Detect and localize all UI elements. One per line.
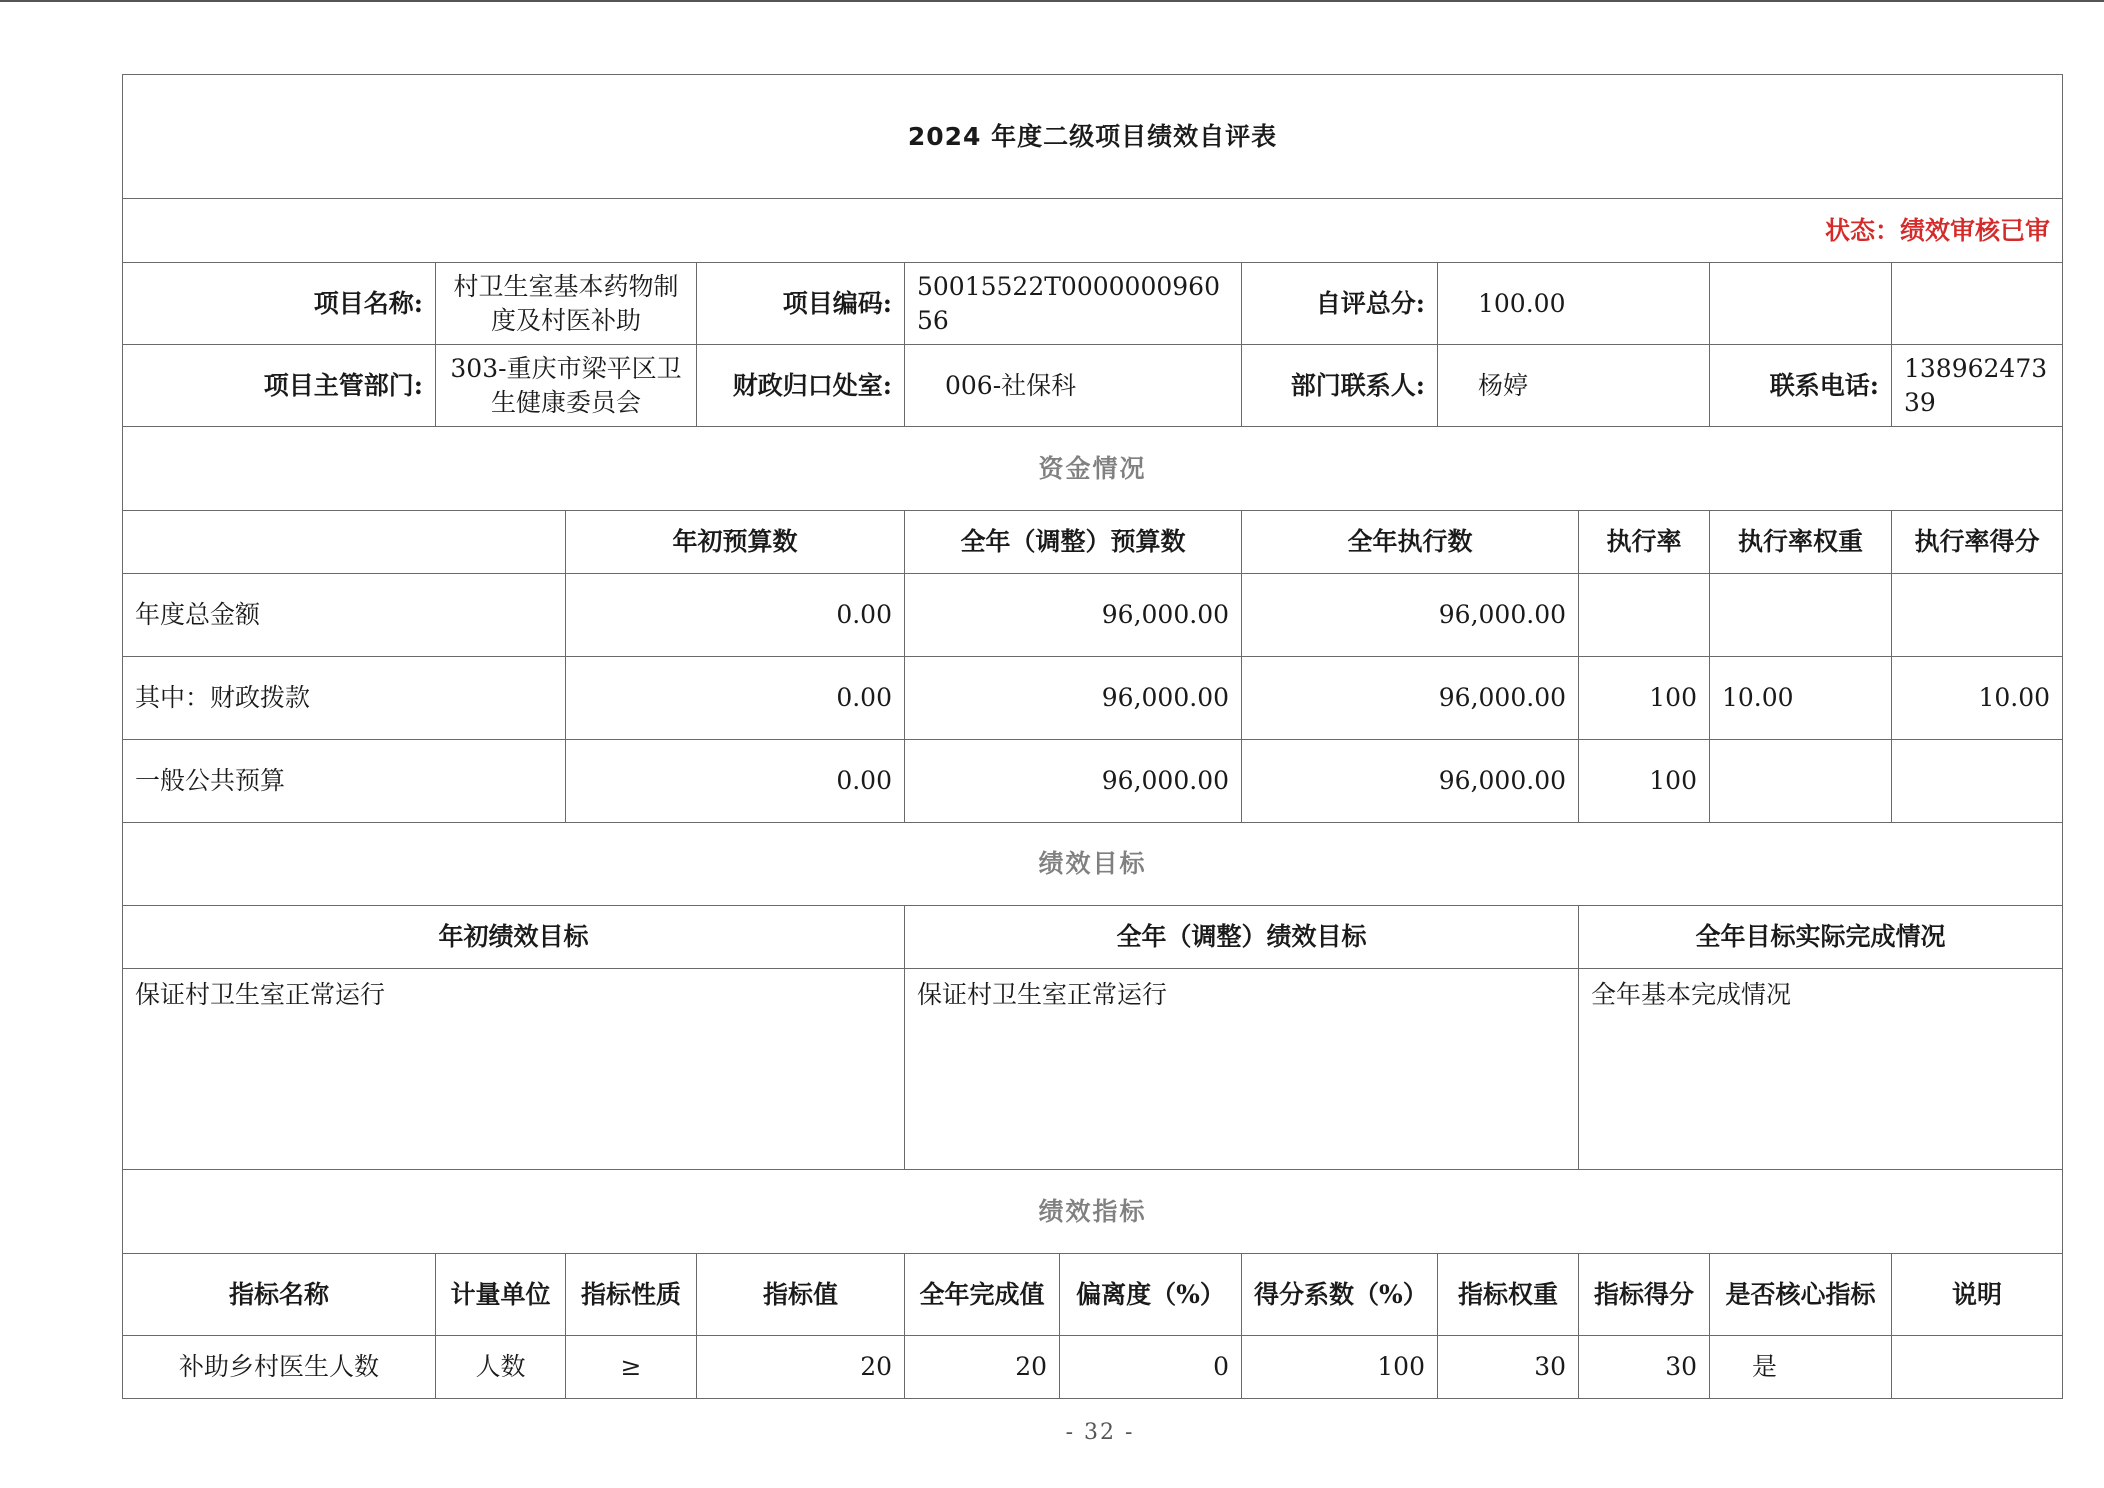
- page-number: - 32 -: [1065, 1420, 1135, 1445]
- initial-goal-text: 保证村卫生室正常运行: [123, 969, 905, 1170]
- indicator-header-cell: 得分系数（%）: [1242, 1254, 1438, 1336]
- adjusted-goal-text: 保证村卫生室正常运行: [905, 969, 1579, 1170]
- funding-score: 10.00: [1892, 657, 2063, 740]
- funding-weight: [1710, 740, 1892, 823]
- phone-label: 联系电话:: [1710, 345, 1892, 427]
- funding-rate: 100: [1579, 657, 1710, 740]
- funding-adjusted: 96,000.00: [905, 574, 1242, 657]
- indicator-deviation: 0: [1060, 1336, 1242, 1399]
- indicator-header-cell: 指标性质: [566, 1254, 697, 1336]
- funding-header-cell: 执行率: [1579, 511, 1710, 574]
- funding-header-cell: 全年（调整）预算数: [905, 511, 1242, 574]
- contact-label: 部门联系人:: [1242, 345, 1438, 427]
- indicator-header-cell: 指标名称: [123, 1254, 436, 1336]
- goals-header-cell: 全年目标实际完成情况: [1579, 906, 2063, 969]
- info-row-1: [123, 263, 2063, 345]
- indicator-header-cell: 指标权重: [1438, 1254, 1579, 1336]
- indicators-section-row: [123, 1170, 2063, 1254]
- phone-value: 13896247339: [1892, 345, 2063, 427]
- status-badge: 状态：绩效审核已审: [123, 199, 2063, 263]
- dept-label: 项目主管部门:: [123, 345, 436, 427]
- indicator-header-cell: 是否核心指标: [1710, 1254, 1892, 1336]
- performance-evaluation-table: [122, 74, 2063, 1399]
- indicator-header-cell: 说明: [1892, 1254, 2063, 1336]
- funding-header-cell: 执行率得分: [1892, 511, 2063, 574]
- actual-completion-text: 全年基本完成情况: [1579, 969, 2063, 1170]
- funding-header-blank: [123, 511, 566, 574]
- indicator-value: 20: [697, 1336, 905, 1399]
- project-code-label: 项目编码:: [697, 263, 905, 345]
- goals-section-row: [123, 823, 2063, 906]
- indicator-header-cell: 全年完成值: [905, 1254, 1060, 1336]
- info-row-2: [123, 345, 2063, 427]
- indicator-core: 是: [1710, 1336, 1892, 1399]
- funding-adjusted: 96,000.00: [905, 657, 1242, 740]
- indicator-completed: 20: [905, 1336, 1060, 1399]
- dept-value: 303-重庆市梁平区卫生健康委员会: [436, 345, 697, 427]
- funding-weight: [1710, 574, 1892, 657]
- indicator-header-cell: 指标值: [697, 1254, 905, 1336]
- finance-office-value: 006-社保科: [905, 345, 1242, 427]
- funding-row-label: 年度总金额: [123, 574, 566, 657]
- title-row: [123, 75, 2063, 199]
- funding-score: [1892, 740, 2063, 823]
- contact-value: 杨婷: [1438, 345, 1710, 427]
- table-row: [123, 574, 2063, 657]
- indicator-weight: 30: [1438, 1336, 1579, 1399]
- funding-row-label: 其中：财政拨款: [123, 657, 566, 740]
- page-top-border: [0, 0, 2104, 2]
- funding-executed: 96,000.00: [1242, 574, 1579, 657]
- funding-section-title: 资金情况: [123, 427, 2063, 511]
- funding-adjusted: 96,000.00: [905, 740, 1242, 823]
- funding-rate: [1579, 574, 1710, 657]
- goals-header-cell: 年初绩效目标: [123, 906, 905, 969]
- empty-cell: [1710, 263, 1892, 345]
- goals-content-row: [123, 969, 2063, 1170]
- funding-score: [1892, 574, 2063, 657]
- funding-header-cell: 全年执行数: [1242, 511, 1579, 574]
- funding-weight: 10.00: [1710, 657, 1892, 740]
- indicator-header-cell: 偏离度（%）: [1060, 1254, 1242, 1336]
- finance-office-label: 财政归口处室:: [697, 345, 905, 427]
- funding-executed: 96,000.00: [1242, 657, 1579, 740]
- indicator-header-cell: 计量单位: [436, 1254, 566, 1336]
- indicator-name: 补助乡村医生人数: [123, 1336, 436, 1399]
- goals-header-cell: 全年（调整）绩效目标: [905, 906, 1579, 969]
- goals-section-title: 绩效目标: [123, 823, 2063, 906]
- indicator-score: 30: [1579, 1336, 1710, 1399]
- indicator-header-cell: 指标得分: [1579, 1254, 1710, 1336]
- score-value: 100.00: [1438, 263, 1710, 345]
- funding-section-row: [123, 427, 2063, 511]
- table-row: [123, 657, 2063, 740]
- indicator-unit: 人数: [436, 1336, 566, 1399]
- table-row: [123, 740, 2063, 823]
- goals-header-row: [123, 906, 2063, 969]
- funding-header-cell: 执行率权重: [1710, 511, 1892, 574]
- score-label: 自评总分:: [1242, 263, 1438, 345]
- indicator-coefficient: 100: [1242, 1336, 1438, 1399]
- funding-executed: 96,000.00: [1242, 740, 1579, 823]
- funding-initial: 0.00: [566, 574, 905, 657]
- project-name-label: 项目名称:: [123, 263, 436, 345]
- funding-initial: 0.00: [566, 740, 905, 823]
- indicators-header-row: [123, 1254, 2063, 1336]
- project-code-value: 50015522T000000096056: [905, 263, 1242, 345]
- funding-header-cell: 年初预算数: [566, 511, 905, 574]
- project-name-value: 村卫生室基本药物制度及村医补助: [436, 263, 697, 345]
- funding-row-label: 一般公共预算: [123, 740, 566, 823]
- funding-rate: 100: [1579, 740, 1710, 823]
- indicator-nature: ≥: [566, 1336, 697, 1399]
- indicators-section-title: 绩效指标: [123, 1170, 2063, 1254]
- page-title: 2024 年度二级项目绩效自评表: [123, 75, 2063, 199]
- empty-cell: [1892, 263, 2063, 345]
- indicator-note: [1892, 1336, 2063, 1399]
- funding-header-row: [123, 511, 2063, 574]
- funding-initial: 0.00: [566, 657, 905, 740]
- table-row: [123, 1336, 2063, 1399]
- status-row: [123, 199, 2063, 263]
